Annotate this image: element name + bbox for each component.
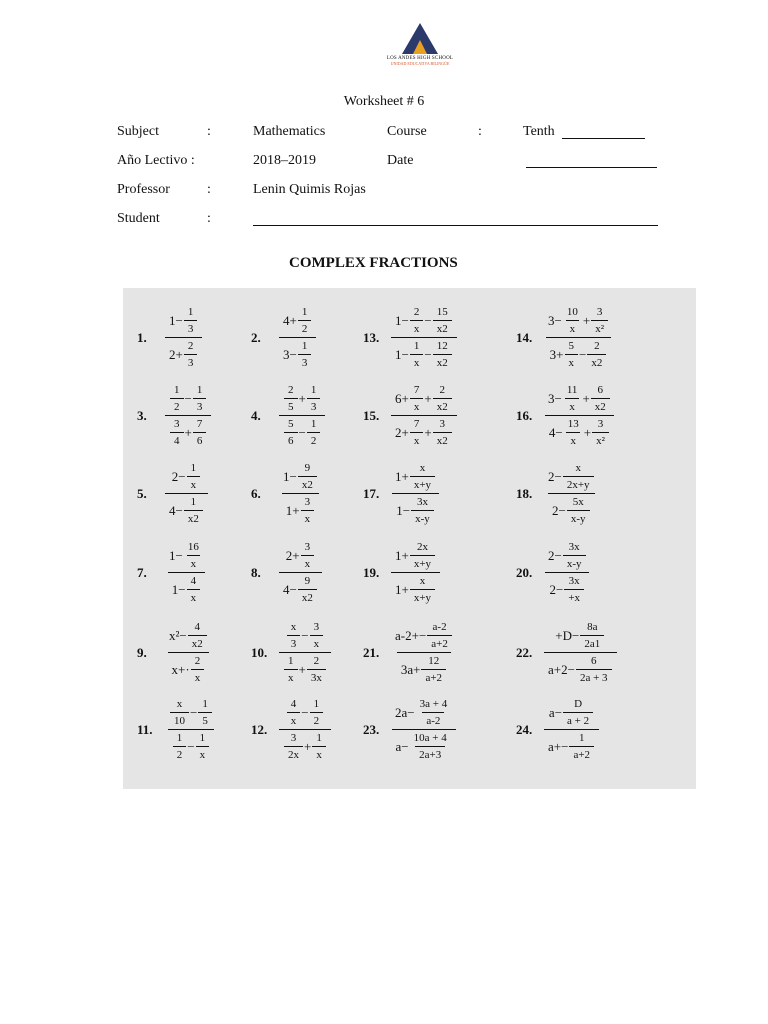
inner-fraction: $\frac{1}{2}$ <box>298 306 312 335</box>
inner-fraction: $\frac{2x}{x+y}$ <box>410 541 435 570</box>
complex-fraction <box>544 306 613 369</box>
fraction-denominator: 2 − $\frac{5x}{x-y}$ <box>548 493 595 525</box>
exercise-number: 14. <box>516 329 533 345</box>
complex-fraction <box>279 698 331 761</box>
exercise-6 <box>251 462 322 525</box>
exercise-number: 6. <box>251 485 261 501</box>
complex-fraction <box>544 541 591 604</box>
inner-fraction: $\frac{7}{x}$ <box>410 384 424 413</box>
exercise-12 <box>251 698 331 761</box>
exercise-13 <box>363 306 457 369</box>
inner-fraction: $\frac{1}{x}$ <box>187 462 201 491</box>
complex-fraction <box>279 462 322 525</box>
fraction-denominator: 2 − $\frac{3x}{+x}$ <box>545 572 589 604</box>
fraction-numerator: $\frac{2}{5}$ + $\frac{1}{3}$ <box>279 384 325 415</box>
fraction-denominator: a+ − $\frac{1}{a+2}$ <box>544 729 599 761</box>
fraction-denominator: $\frac{1}{2}$ − $\frac{1}{x}$ <box>168 729 214 761</box>
exercise-14 <box>516 306 613 369</box>
fraction-numerator: 1 − $\frac{16}{x}$ <box>165 541 208 572</box>
exercise-5 <box>137 462 208 525</box>
inner-fraction: $\frac{2}{x}$ <box>191 655 205 684</box>
course-blank-line[interactable] <box>562 138 645 139</box>
exercise-number: 12. <box>251 721 268 737</box>
exercise-number: 10. <box>251 644 268 660</box>
exercise-number: 19. <box>363 564 380 580</box>
fraction-numerator: 1 + $\frac{x}{x+y}$ <box>391 462 440 493</box>
exercise-10 <box>251 621 331 684</box>
fraction-denominator: 4 − $\frac{9}{x2}$ <box>279 572 322 604</box>
inner-fraction: $\frac{10a + 4}{2a+3}$ <box>413 732 447 761</box>
exercise-15 <box>363 384 457 447</box>
date-label: Date <box>387 153 414 168</box>
exercise-18 <box>516 462 599 525</box>
inner-fraction: $\frac{1}{3}$ <box>298 340 312 369</box>
inner-fraction: $\frac{1}{x}$ <box>312 732 326 761</box>
exercise-number: 23. <box>363 721 380 737</box>
inner-fraction: $\frac{16}{x}$ <box>187 541 199 570</box>
inner-fraction: $\frac{3x}{+x}$ <box>564 575 584 604</box>
student-sep: : <box>207 211 211 226</box>
school-name: LOS ANDES HIGH SCHOOL <box>386 56 454 61</box>
inner-fraction: $\frac{11}{x}$ <box>566 384 578 413</box>
exercise-number: 24. <box>516 721 533 737</box>
complex-fraction <box>544 384 615 447</box>
course-label: Course <box>387 124 427 139</box>
complex-fraction <box>391 541 440 604</box>
exercise-2 <box>251 306 316 369</box>
exercise-number: 13. <box>363 329 380 345</box>
fraction-denominator: a + 2 − $\frac{6}{2a + 3}$ <box>544 652 617 684</box>
complex-fraction <box>165 541 208 604</box>
complex-fraction <box>391 384 457 447</box>
inner-fraction: $\frac{x}{x+y}$ <box>410 462 435 491</box>
inner-fraction: $\frac{3x}{x-y}$ <box>411 496 434 525</box>
inner-fraction: $\frac{1}{3}$ <box>193 384 207 413</box>
exercise-17 <box>363 462 440 525</box>
exercise-number: 17. <box>363 485 380 501</box>
inner-fraction: $\frac{3}{x}$ <box>301 496 315 525</box>
exercise-number: 18. <box>516 485 533 501</box>
complex-fraction <box>279 384 325 447</box>
subject-value: Mathematics <box>253 124 326 139</box>
inner-fraction: $\frac{3}{4}$ <box>170 418 184 447</box>
inner-fraction: $\frac{4}{x}$ <box>187 575 201 604</box>
complex-fraction <box>544 462 599 525</box>
fraction-denominator: 3 − $\frac{1}{3}$ <box>279 337 316 369</box>
fraction-denominator: $\frac{3}{4}$ + $\frac{7}{6}$ <box>165 415 211 447</box>
exercise-number: 4. <box>251 407 261 423</box>
inner-fraction: $\frac{7}{x}$ <box>410 418 424 447</box>
complex-fraction <box>391 306 457 369</box>
inner-fraction: $\frac{13}{x}$ <box>567 418 579 447</box>
year-value: 2018–2019 <box>253 153 316 168</box>
inner-fraction: $\frac{1}{a+2}$ <box>569 732 594 761</box>
exercise-19 <box>363 541 440 604</box>
inner-fraction: $\frac{9}{x2}$ <box>298 575 317 604</box>
fraction-denominator: $\frac{1}{x}$ + $\frac{2}{3x}$ <box>279 652 331 684</box>
fraction-numerator: 2 − $\frac{x}{2x+y}$ <box>544 462 599 493</box>
inner-fraction: $\frac{6}{x2}$ <box>591 384 610 413</box>
inner-fraction: $\frac{3x}{x-y}$ <box>563 541 586 570</box>
fraction-denominator: $\frac{5}{6}$ − $\frac{1}{2}$ <box>279 415 325 447</box>
exercise-number: 7. <box>137 564 147 580</box>
inner-fraction: $\frac{10}{x}$ <box>566 306 578 335</box>
course-value: Tenth <box>523 124 555 139</box>
inner-fraction: $\frac{7}{6}$ <box>193 418 207 447</box>
complex-fraction <box>391 698 456 761</box>
fraction-denominator: 2 + $\frac{2}{3}$ <box>165 337 202 369</box>
date-blank-line[interactable] <box>526 167 657 168</box>
inner-fraction: $\frac{8a}{2a1}$ <box>580 621 604 650</box>
school-subtitle: UNIDAD EDUCATIVA BILINGÜE <box>390 61 450 66</box>
year-label: Año Lectivo : <box>117 153 195 168</box>
exercise-11 <box>137 698 217 761</box>
fraction-numerator: 1 + $\frac{2x}{x+y}$ <box>391 541 440 572</box>
inner-fraction: $\frac{1}{2}$ <box>173 732 187 761</box>
worksheet-title: Worksheet # 6 <box>343 94 425 109</box>
exercise-1 <box>137 306 202 369</box>
fraction-denominator: 1 + $\frac{3}{x}$ <box>282 493 319 525</box>
student-blank-line[interactable] <box>253 225 658 226</box>
exercise-number: 11. <box>137 721 153 737</box>
inner-fraction: $\frac{15}{x2}$ <box>433 306 452 335</box>
complex-fraction <box>279 541 322 604</box>
complex-fraction <box>279 621 331 684</box>
inner-fraction: $\frac{1}{x}$ <box>196 732 210 761</box>
inner-fraction: $\frac{1}{3}$ <box>307 384 321 413</box>
complex-fraction <box>165 698 217 761</box>
inner-fraction: $\frac{12}{x2}$ <box>433 340 452 369</box>
fraction-denominator: $\frac{3}{2x}$ + $\frac{1}{x}$ <box>279 729 331 761</box>
fraction-denominator: 1 − $\frac{3x}{x-y}$ <box>392 493 439 525</box>
professor-value: Lenin Quimis Rojas <box>253 182 366 197</box>
inner-fraction: $\frac{6}{2a + 3}$ <box>576 655 612 684</box>
exercise-22 <box>516 621 617 684</box>
inner-fraction: $\frac{1}{x}$ <box>284 655 298 684</box>
fraction-numerator: x² − $\frac{4}{x2}$ <box>165 621 212 652</box>
fraction-numerator: $\frac{x}{3}$ − $\frac{3}{x}$ <box>282 621 328 652</box>
complex-fraction <box>165 384 211 447</box>
fraction-numerator: 1 − $\frac{9}{x2}$ <box>279 462 322 493</box>
exercise-number: 15. <box>363 407 380 423</box>
inner-fraction: $\frac{2}{3}$ <box>184 340 198 369</box>
inner-fraction: $\frac{x}{3}$ <box>287 621 301 650</box>
inner-fraction: $\frac{5x}{x-y}$ <box>567 496 590 525</box>
inner-fraction: $\frac{9}{x2}$ <box>298 462 317 491</box>
inner-fraction: $\frac{x}{2x+y}$ <box>563 462 594 491</box>
inner-fraction: $\frac{2}{x}$ <box>410 306 424 335</box>
fraction-denominator: x+ · $\frac{2}{x}$ <box>168 652 210 684</box>
inner-fraction: $\frac{3a + 4}{a-2}$ <box>419 698 448 727</box>
fraction-denominator: 4 − $\frac{1}{x2}$ <box>165 493 208 525</box>
inner-fraction: $\frac{1}{x2}$ <box>184 496 203 525</box>
fraction-numerator: 4 + $\frac{1}{2}$ <box>279 306 316 337</box>
fraction-numerator: $\frac{4}{x}$ − $\frac{1}{2}$ <box>282 698 328 729</box>
fraction-denominator: a − $\frac{10a + 4}{2a+3}$ <box>392 729 456 761</box>
inner-fraction: $\frac{3}{x2}$ <box>433 418 452 447</box>
inner-fraction: $\frac{x}{x+y}$ <box>410 575 435 604</box>
school-logo <box>380 22 460 76</box>
student-label: Student <box>117 211 160 226</box>
inner-fraction: $\frac{1}{5}$ <box>198 698 212 727</box>
fraction-numerator: a − $\frac{D}{a + 2}$ <box>545 698 598 729</box>
complex-fraction <box>165 306 202 369</box>
inner-fraction: $\frac{2}{x2}$ <box>433 384 452 413</box>
subject-sep: : <box>207 124 211 139</box>
complex-fraction <box>544 621 617 684</box>
inner-fraction: $\frac{5}{x}$ <box>565 340 579 369</box>
inner-fraction: $\frac{1}{2}$ <box>170 384 184 413</box>
fraction-numerator: 1 − $\frac{1}{3}$ <box>165 306 202 337</box>
exercise-number: 3. <box>137 407 147 423</box>
inner-fraction: $\frac{4}{x}$ <box>287 698 301 727</box>
complex-fraction <box>544 698 599 761</box>
exercise-24 <box>516 698 599 761</box>
exercise-number: 21. <box>363 644 380 660</box>
inner-fraction: $\frac{12}{a+2}$ <box>421 655 446 684</box>
inner-fraction: $\frac{2}{3x}$ <box>307 655 326 684</box>
course-sep: : <box>478 124 482 139</box>
fraction-denominator: 3 + $\frac{5}{x}$ − $\frac{2}{x2}$ <box>546 337 612 369</box>
fraction-denominator: 1 − $\frac{1}{x}$ − $\frac{12}{x2}$ <box>391 337 457 369</box>
inner-fraction: $\frac{a-2}{a+2}$ <box>427 621 452 650</box>
school-logo-icon <box>400 22 440 56</box>
fraction-numerator: 2 + $\frac{3}{x}$ <box>282 541 319 572</box>
inner-fraction: $\frac{2}{x2}$ <box>587 340 606 369</box>
fraction-denominator: 2 + $\frac{7}{x}$ + $\frac{3}{x2}$ <box>391 415 457 447</box>
inner-fraction: $\frac{D}{a + 2}$ <box>563 698 593 727</box>
fraction-numerator: $\frac{x}{10}$ − $\frac{1}{5}$ <box>165 698 217 729</box>
inner-fraction: $\frac{4}{x2}$ <box>188 621 207 650</box>
exercise-23 <box>363 698 456 761</box>
exercise-20 <box>516 541 591 604</box>
exercise-number: 16. <box>516 407 533 423</box>
fraction-denominator: 1 − $\frac{4}{x}$ <box>168 572 205 604</box>
exercise-21 <box>363 621 457 684</box>
fraction-numerator: 3 − $\frac{11}{x}$ + $\frac{6}{x2}$ <box>544 384 615 415</box>
exercise-3 <box>137 384 211 447</box>
fraction-numerator: 2 − $\frac{1}{x}$ <box>168 462 205 493</box>
complex-fraction <box>279 306 316 369</box>
exercise-9 <box>137 621 212 684</box>
exercise-number: 2. <box>251 329 261 345</box>
exercises-panel <box>123 288 696 789</box>
section-heading: COMPLEX FRACTIONS <box>289 255 458 271</box>
exercise-number: 8. <box>251 564 261 580</box>
inner-fraction: $\frac{3}{\text{x²}}$ <box>591 306 608 335</box>
fraction-numerator: $\frac{1}{2}$ − $\frac{1}{3}$ <box>165 384 211 415</box>
fraction-numerator: 3 − $\frac{10}{x}$ + $\frac{3}{\text{x²}}$ <box>544 306 613 337</box>
fraction-numerator: 1 − $\frac{2}{x}$ − $\frac{15}{x2}$ <box>391 306 457 337</box>
professor-sep: : <box>207 182 211 197</box>
inner-fraction: $\frac{3}{x}$ <box>310 621 324 650</box>
exercise-number: 5. <box>137 485 147 501</box>
exercise-7 <box>137 541 208 604</box>
inner-fraction: $\frac{1}{x}$ <box>410 340 424 369</box>
inner-fraction: $\frac{5}{6}$ <box>284 418 298 447</box>
inner-fraction: $\frac{2}{5}$ <box>284 384 298 413</box>
inner-fraction: $\frac{3}{2x}$ <box>284 732 303 761</box>
inner-fraction: $\frac{1}{2}$ <box>310 698 324 727</box>
complex-fraction <box>165 621 212 684</box>
fraction-denominator: 3a + $\frac{12}{a+2}$ <box>397 652 451 684</box>
professor-label: Professor <box>117 182 170 197</box>
exercise-8 <box>251 541 322 604</box>
inner-fraction: $\frac{3}{x}$ <box>301 541 315 570</box>
complex-fraction <box>165 462 208 525</box>
exercise-number: 1. <box>137 329 147 345</box>
exercise-number: 20. <box>516 564 533 580</box>
fraction-numerator: 6 + $\frac{7}{x}$ + $\frac{2}{x2}$ <box>391 384 457 415</box>
complex-fraction <box>391 621 457 684</box>
fraction-numerator: 2 − $\frac{3x}{x-y}$ <box>544 541 591 572</box>
fraction-numerator: +D − $\frac{8a}{2a1}$ <box>551 621 609 652</box>
complex-fraction <box>391 462 440 525</box>
exercise-number: 22. <box>516 644 533 660</box>
exercise-16 <box>516 384 615 447</box>
inner-fraction: $\frac{1}{2}$ <box>307 418 321 447</box>
inner-fraction: $\frac{x}{10}$ <box>170 698 189 727</box>
subject-label: Subject <box>117 124 159 139</box>
inner-fraction: $\frac{1}{3}$ <box>184 306 198 335</box>
fraction-numerator: 2a − $\frac{3a + 4}{a-2}$ <box>391 698 456 729</box>
fraction-denominator: 1 + $\frac{x}{x+y}$ <box>391 572 440 604</box>
inner-fraction: $\frac{3}{\text{x²}}$ <box>592 418 609 447</box>
exercise-4 <box>251 384 325 447</box>
fraction-denominator: 4 − $\frac{13}{x}$ + $\frac{3}{\text{x²}}$ <box>545 415 614 447</box>
fraction-numerator: a-2+ − $\frac{a-2}{a+2}$ <box>391 621 457 652</box>
exercise-number: 9. <box>137 644 147 660</box>
